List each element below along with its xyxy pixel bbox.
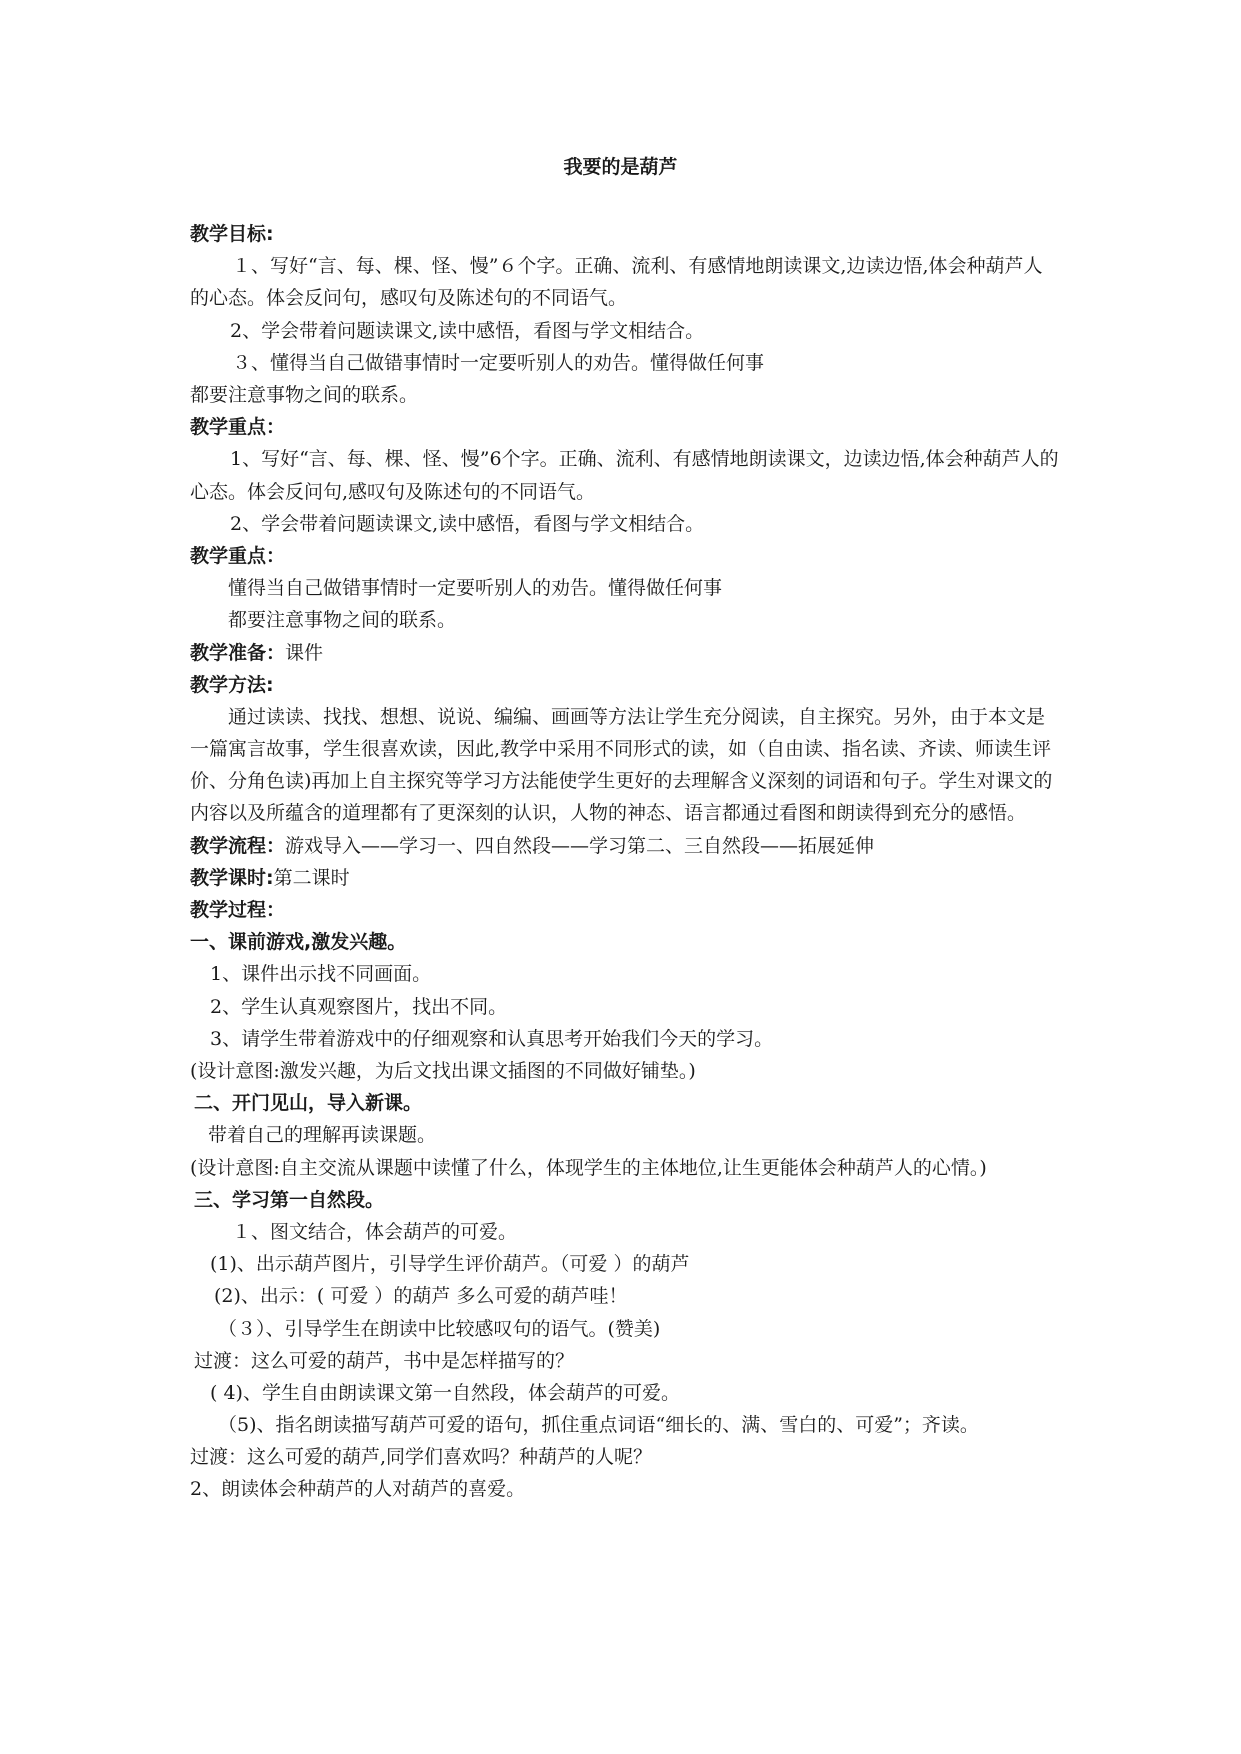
section-2-heading: 二、开门见山，导入新课。 (194, 1092, 423, 1115)
value-flow: 游戏导入——学习一、四自然段——学习第二、三自然段——拓展延伸 (285, 834, 875, 857)
section-3-substep-5: （5)、指名朗读描写葫芦可爱的语句，抓住重点词语“细长的、满、雪白的、可爱”；齐读。 (218, 1414, 979, 1437)
heading-process: 教学过程： (190, 899, 286, 922)
section-3-step-2: 2、朗读体会种葫芦的人对葫芦的喜爱。 (190, 1478, 526, 1501)
label-period: 教学课时: (190, 866, 274, 889)
value-period: 第二课时 (273, 866, 350, 889)
value-preparation: 课件 (285, 641, 324, 664)
section-1-heading: 一、课前游戏,激发兴趣。 (190, 931, 407, 954)
heading-method: 教学方法: (190, 673, 274, 696)
paragraph-key-1: 1、写好“言、每、棵、怪、慢”6个字。正确、流利、有感情地朗读课文，边读边悟,体会种葫芦人的心态。体会反问句,感叹句及陈述句的不同语气。 (190, 448, 1059, 503)
section-3-substep-4: ( 4)、学生自由朗读课文第一自然段，体会葫芦的可爱。 (210, 1381, 680, 1404)
heading-key-points-1: 教学重点： (190, 416, 286, 439)
paragraph-key-2: 2、学会带着问题读课文,读中感悟，看图与学文相结合。 (230, 512, 705, 535)
section-1-step-1: 1、课件出示找不同画面。 (210, 963, 432, 986)
paragraph-difficulty-1: 懂得当自己做错事情时一定要听别人的劝告。懂得做任何事 (228, 577, 723, 600)
section-2-text: 带着自己的理解再读课题。 (208, 1124, 437, 1147)
section-3-substep-1: (1)、出示葫芦图片，引导学生评价葫芦。（可爱 ）的葫芦 (210, 1253, 690, 1276)
paragraph-goal-2: 2、学会带着问题读课文,读中感悟，看图与学文相结合。 (230, 319, 705, 342)
section-3-transition-2: 过渡：这么可爱的葫芦,同学们喜欢吗？种葫芦的人呢？ (190, 1446, 653, 1469)
paragraph-goal-3-cont: 都要注意事物之间的联系。 (190, 383, 419, 406)
paragraph-goal-3: ３、懂得当自己做错事情时一定要听别人的劝告。懂得做任何事 (232, 351, 765, 374)
document-body (190, 218, 1060, 1506)
section-1-step-3: 3、请学生带着游戏中的仔细观察和认真思考开始我们今天的学习。 (210, 1027, 774, 1050)
document-title: 我要的是葫芦 (563, 156, 678, 178)
heading-key-points-2: 教学重点： (190, 544, 286, 567)
section-3-step-1: １、图文结合，体会葫芦的可爱。 (232, 1220, 518, 1243)
paragraph-difficulty-2: 都要注意事物之间的联系。 (228, 609, 457, 632)
section-1-step-2: 2、学生认真观察图片，找出不同。 (210, 995, 508, 1018)
section-1-design-note: (设计意图:激发兴趣，为后文找出课文插图的不同做好铺垫。) (190, 1060, 696, 1082)
section-3-substep-3: （３）、引导学生在朗读中比较感叹句的语气。(赞美) (218, 1317, 661, 1340)
line-flow (190, 830, 1060, 862)
line-preparation (190, 637, 1060, 669)
paragraph-goal-1: １、写好“言、每、棵、怪、慢”６个字。正确、流利、有感情地朗读课文,边读边悟,体会种葫芦人的心态。体会反问句，感叹句及陈述句的不同语气。 (190, 255, 1043, 310)
label-preparation: 教学准备： (190, 641, 286, 664)
paragraph-method: 通过读读、找找、想想、说说、编编、画画等方法让学生充分阅读，自主探究。另外，由于本文是一篇寓言故事，学生很喜欢读，因此,教学中采用不同形式的读，如（自由读、指名读、齐读、师读生评价、分角色读)再加上自主探究等学习方法能使学生更好的去理解含义深刻的词语和句子。学生对课文的内容以及所蕴含的道理都有了更深刻的认识，人物的神态、语言都通过看图和朗读得到充分的感悟。 (190, 705, 1053, 825)
section-3-heading: 三、学习第一自然段。 (194, 1188, 385, 1211)
section-3-transition-1: 过渡：这么可爱的葫芦，书中是怎样描写的？ (194, 1349, 575, 1372)
line-period (190, 862, 1060, 894)
section-2-design-note: (设计意图:自主交流从课题中读懂了什么，体现学生的主体地位,让生更能体会种葫芦人的心情。) (190, 1156, 987, 1179)
label-flow: 教学流程： (190, 834, 286, 857)
section-3-substep-2: (2)、出示：( 可爱 ）的葫芦 多么可爱的葫芦哇！ (214, 1285, 628, 1308)
heading-teaching-goals: 教学目标: (190, 223, 274, 245)
